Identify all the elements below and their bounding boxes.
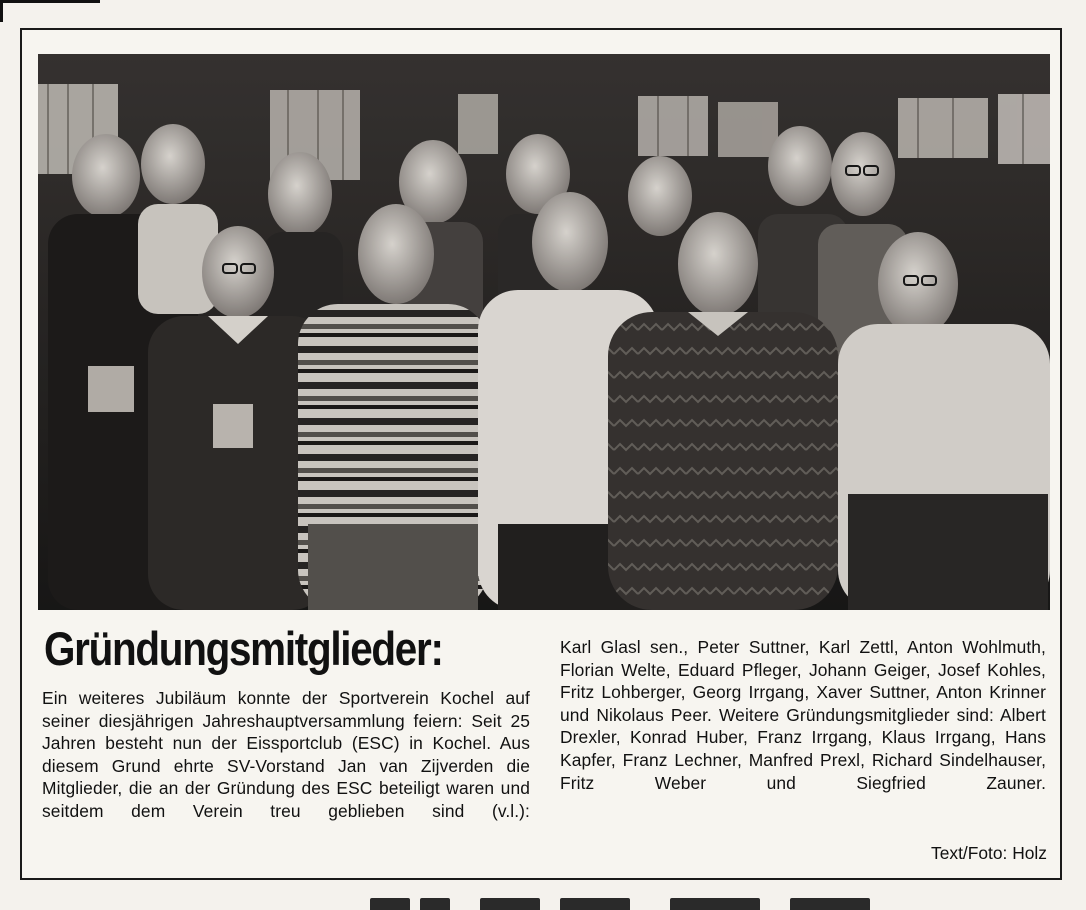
photo-credit: Text/Foto: Holz <box>931 843 1047 863</box>
group-photo-drawing <box>38 54 1050 610</box>
newspaper-clipping <box>20 28 1062 880</box>
top-rule <box>0 0 100 3</box>
left-edge-mark <box>0 0 3 22</box>
headline: Gründungsmitglieder: <box>44 622 443 675</box>
group-photo <box>38 54 1050 610</box>
body-text-left: Ein weiteres Jubiläum konnte der Sportverein Kochel auf seiner diesjährigen Jahreshauptversammlung feiern: Seit 25 Jahren besteht nun der Eissportclub (ESC) in Kochel. Aus diesem Grund ehrte SV-Vorstand Jan van Zijverden die Mitglieder, die an der Gründung des ESC beteiligt waren und seitdem dem Verein treu geblieben sind (v.l.): <box>42 688 530 821</box>
body-text-right: Karl Glasl sen., Peter Suttner, Karl Zettl, Anton Wohlmuth, Florian Welte, Eduard Pfleger, Johann Geiger, Josef Kohles, Fritz Lohberger, Georg Irrgang, Xaver Suttner, Anton Krinner und Nikolaus Peer. Weitere Gründungsmitglieder sind: Albert Drexler, Konrad Huber, Franz Irrgang, Klaus Irrgang, Hans Kapfer, Franz Lechner, Manfred Prexl, Richard Sindelhauser, Fritz Weber und Siegfried Zauner. <box>560 637 1046 793</box>
next-article-cutoff <box>370 890 930 910</box>
